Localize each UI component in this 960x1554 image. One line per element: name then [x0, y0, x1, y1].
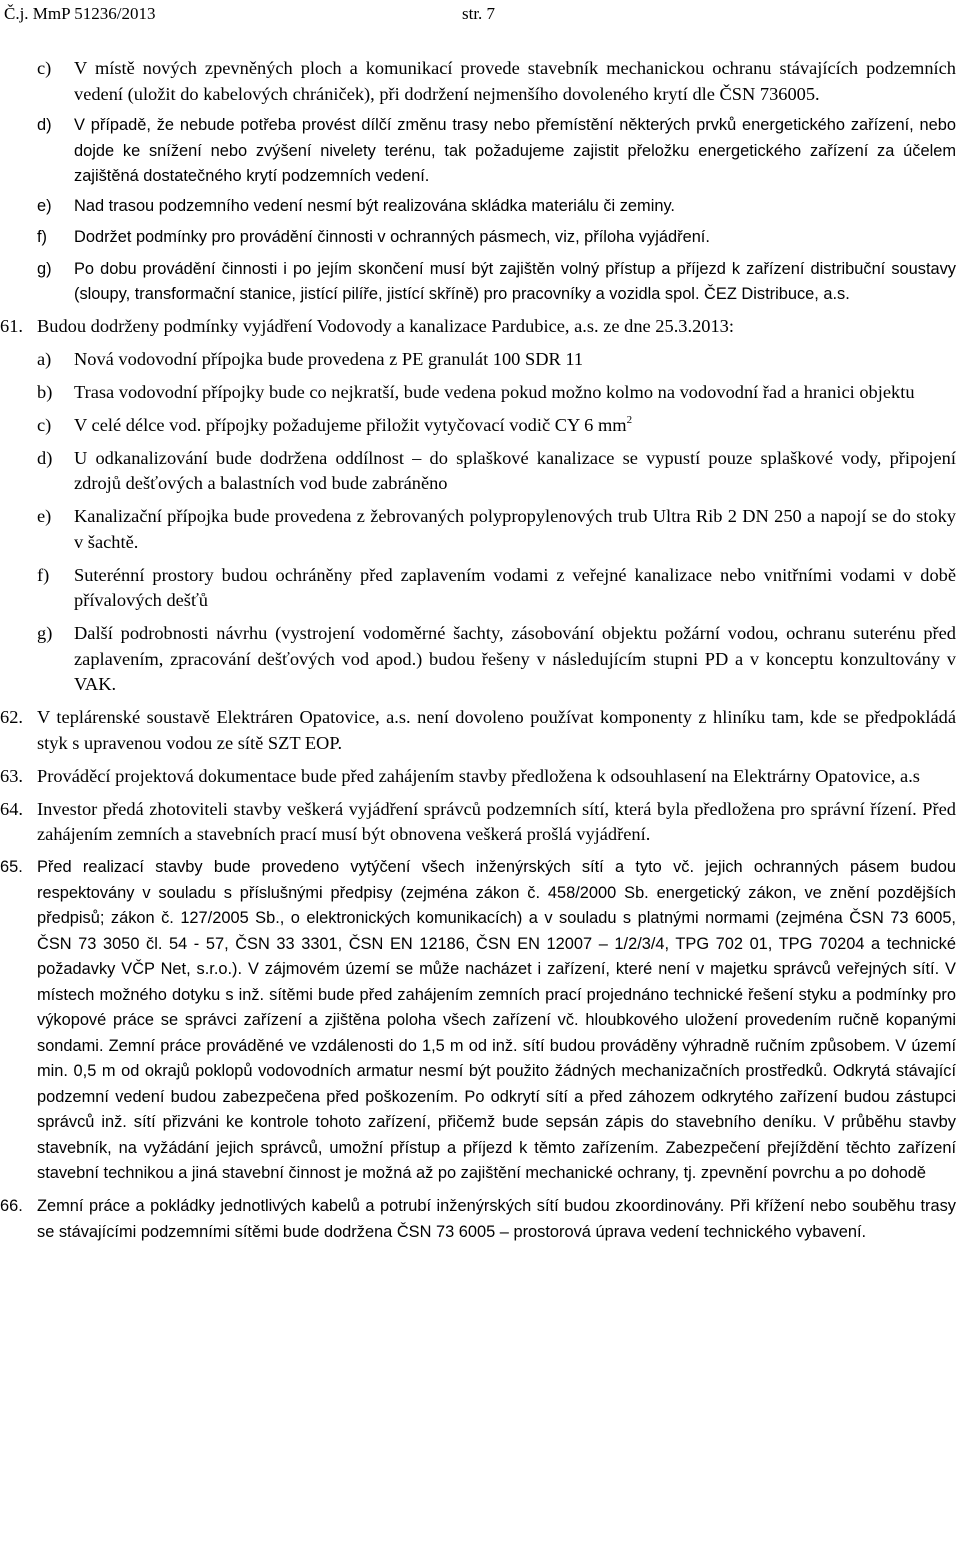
item-label: e) — [37, 506, 52, 526]
item-number: 65. — [0, 858, 23, 876]
item-text: Trasa vodovodní přípojky bude co nejkratší, bude vedena pokud možno kolmo na vodovodní řad a hranici objektu — [74, 381, 915, 402]
list-item — [0, 194, 960, 220]
item-text: Zemní práce a pokládky jednotlivých kabelů a potrubí inženýrských sítí budou zkoordinovány. Při křížení nebo souběhu trasy se stávajícími podzemními sítěmi bude dodržena ČSN 73 6005 – prostorová úprava vedení technického vybavení. — [37, 1197, 956, 1241]
superscript: 2 — [626, 413, 633, 426]
list-item — [0, 347, 960, 373]
document-body — [0, 56, 960, 1253]
item-label: c) — [37, 414, 52, 435]
item-label: b) — [37, 381, 53, 402]
list-item — [0, 504, 960, 555]
item-text: Prováděcí projektová dokumentace bude před zahájením stavby předložena k odsouhlasení na Elektrárny Opatovice, a.s — [37, 765, 920, 786]
item-text: V teplárenské soustavě Elektráren Opatovice, a.s. není dovoleno používat komponenty z hliníku tam, kde se předpokládá styk s upravenou vodou ze sítě SZT EOP. — [37, 707, 956, 753]
list-item — [0, 56, 960, 107]
item-label: d) — [37, 447, 53, 468]
item-text: Další podrobnosti návrhu (vystrojení vodoměrné šachty, zásobování objektu požární vodou, ochranu suterénu před zaplavením, zpracování dešťových vod apod.) budou řešeny v následujícím stupni PD a v konceptu konzultovány v VAK. — [74, 623, 956, 694]
item-label: e) — [37, 196, 52, 215]
item-text: Nová vodovodní přípojka bude provedena z PE granulát 100 SDR 11 — [74, 348, 584, 369]
item-text: Kanalizační přípojka bude provedena z žebrovaných polypropylenových trub Ultra Rib 2 DN 250 a napojí se do stoky v šachtě. — [74, 506, 956, 552]
item-text: Nad trasou podzemního vedení nesmí být realizována skládka materiálu či zeminy. — [74, 196, 675, 215]
item-number: 64. — [0, 798, 23, 819]
item-text: V celé délce vod. přípojky požadujeme přiložit vytyčovací vodič CY 6 mm — [74, 414, 627, 435]
numbered-item — [0, 764, 960, 790]
item-number: 61. — [0, 315, 23, 336]
item-text: V případě, že nebude potřeba provést dílčí změnu trasy nebo přemístění některých prvků energetického zařízení, nebo dojde ke snížení nebo zvýšení nivelety terénu, tak požadujeme zajistit přeložku energetického zařízení za účelem zajištěná dostatečného krytí podzemních vedení. — [74, 116, 956, 185]
list-item — [0, 380, 960, 406]
item-label: g) — [37, 623, 53, 643]
item-text: V místě nových zpevněných ploch a komunikací provede stavebník mechanickou ochranu stávajících podzemních vedení (uložit do kabelových chrániček), při dodržení nejmenšího dovoleného krytí dle ČSN 736005. — [74, 58, 956, 104]
item-label: c) — [37, 58, 52, 78]
item-number: 62. — [0, 707, 23, 727]
list-item — [0, 446, 960, 497]
item-number: 66. — [0, 1197, 23, 1215]
list-item — [0, 257, 960, 308]
numbered-item — [0, 314, 960, 340]
numbered-item — [0, 1194, 960, 1245]
page-header — [0, 2, 960, 26]
numbered-item — [0, 705, 960, 756]
item-text: Po dobu provádění činnosti i po jejím skončení musí být zajištěn volný přístup a příjezd k zařízení distribuční soustavy (sloupy, transformační stanice, jistící pilíře, jistící skříně) pro pracovníky a vozidla spol. ČEZ Distribuce, a.s. — [74, 259, 956, 303]
item-text: Investor předá zhotoviteli stavby veškerá vyjádření správců podzemních sítí, která byla předložena pro správní řízení. Před zahájením zemních a stavebních prací musí být obnovena veškerá prošlá vyjádření. — [37, 798, 956, 844]
item-text: Budou dodrženy podmínky vyjádření Vodovody a kanalizace Pardubice, a.s. ze dne 25.3.2013: — [37, 315, 734, 336]
item-label: f) — [37, 228, 48, 246]
numbered-item — [0, 855, 960, 1187]
list-item — [0, 563, 960, 614]
list-item — [0, 113, 960, 190]
item-number: 63. — [0, 765, 23, 786]
item-label: f) — [37, 564, 50, 585]
numbered-item — [0, 797, 960, 848]
item-label: a) — [37, 348, 52, 369]
list-item — [0, 225, 960, 251]
item-label: g) — [37, 259, 52, 278]
page-number: str. 7 — [462, 4, 496, 23]
list-item — [0, 621, 960, 698]
item-text: Dodržet podmínky pro provádění činnosti v ochranných pásmech, viz, příloha vyjádření. — [74, 228, 710, 246]
list-item — [0, 413, 960, 439]
item-text: Suterénní prostory budou ochráněny před zaplavením vodami z veřejné kanalizace nebo vnitřními vodami v době přívalových dešťů — [74, 564, 956, 610]
item-label: d) — [37, 116, 52, 134]
item-text: Před realizací stavby bude provedeno vytýčení všech inženýrských sítí a tyto vč. jejich ochranných pásem budou respektovány v souladu s příslušnými předpisy (zejména zákon č. 458/2000 Sb. energetický zákon, ve znění pozdějších předpisů; zákon č. 127/2005 Sb., o elektronických komunikacích) a v souladu s platnými normami (zejména ČSN 73 6005, ČSN 73 3050 čl. 54 - 57, ČSN 33 3301, ČSN EN 12186, ČSN EN 12007 – 1/2/3/4, TPG 702 01, TPG 70204 a technické požadavky VČP Net, s.r.o.). V zájmovém území se může nacházet i zařízení, které není v majetku správců veřejných sítí. V místech možného dotyku s inž. sítěmi bude před zahájením zemních prací projednáno technické řešení styku a podmínky pro výkopové práce se správci zařízení a zjištěna poloha všech zařízení vč. hloubkového uložení provedením ručně kopanými sondami. Zemní práce prováděné ve vzdálenosti do 1,5 m od inž. sítí budou prováděny výhradně ručním způsobem. V území min. 0,5 m od okrajů poklopů vodovodních armatur nesmí být použito žádných mechanizačních prostředků. Odkrytá stávající podzemní vedení budou zabezpečena před poškozením. Po odkrytí sítí a před záhozem odkrytého zařízení budou zástupci správců inž. sítí přizváni ke kontrole tohoto zařízení, přičemž bude sepsán zápis do stavebního deníku. V průběhu stavby stavebník, na vyžádání jejich správců, umožní přístup a příjezd k těmto zařízením. Zabezpečení přejíždění těchto zařízení stavební technikou a jiná stavební činnost je možná až po zajištění mechanické ochrany, tj. zpevnění povrchu a po dohodě — [37, 858, 956, 1182]
item-text: U odkanalizování bude dodržena oddílnost – do splaškové kanalizace se vypustí pouze splaškové vody, připojení zdrojů dešťových a balastních vod bude zabráněno — [74, 447, 956, 493]
document-reference: Č.j. MmP 51236/2013 — [4, 4, 156, 23]
